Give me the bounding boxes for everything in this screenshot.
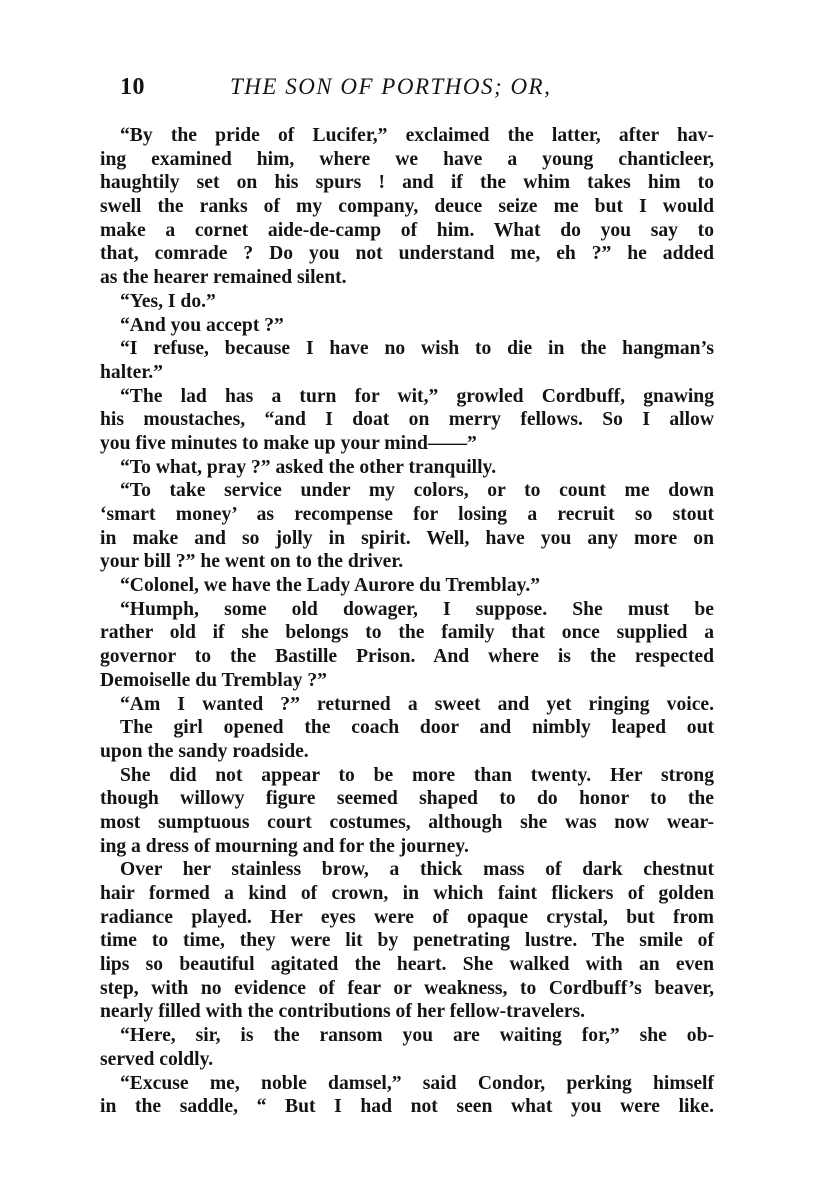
text-line: “Yes, I do.” [120,290,216,312]
text-line: ‘smart money’ as recompense for losing a recruit so stout [100,504,714,525]
page-number: 10 [120,74,145,100]
text-line: your bill ?” he went on to the driver. [100,551,404,573]
text-line: most sumptuous court costumes, although she was now wear- [100,811,714,833]
text-line: though willowy figure seemed shaped to do honor to the [100,788,714,810]
text-line: time to time, they were lit by penetrating lustre. The smile of [100,930,714,952]
text-line: “Here, sir, is the ransom you are waiting for,” she ob- [120,1025,714,1047]
text-line: “To what, pray ?” asked the other tranquilly. [120,456,497,478]
text-line: Over her stainless brow, a thick mass of dark chestnut [120,859,714,881]
text-line: “Humph, some old dowager, I suppose. She must be [120,598,714,620]
running-title: THE SON OF PORTHOS; OR, [230,74,552,99]
text-line: governor to the Bastille Prison. And where is the respected [100,646,714,668]
text-line: Demoiselle du Tremblay ?” [100,669,327,691]
text-line: “Excuse me, noble damsel,” said Condor, perking himself [120,1072,714,1094]
body-text [100,124,714,1119]
text-line: hair formed a kind of crown, in which faint flickers of golden [100,883,714,904]
text-line: you five minutes to make up your mind——” [100,432,477,454]
text-line: “By the pride of Lucifer,” exclaimed the latter, after hav- [120,125,714,146]
text-line: ing a dress of mourning and for the journey. [100,835,469,857]
text-line: radiance played. Her eyes were of opaque crystal, but from [100,906,714,928]
text-line: lips so beautiful agitated the heart. She walked with an even [100,954,714,976]
text-line: as the hearer remained silent. [100,267,347,289]
text-line: served coldly. [100,1048,214,1070]
text-line: upon the sandy roadside. [100,740,309,762]
text-line: “And you accept ?” [120,314,284,336]
text-line: The girl opened the coach door and nimbly leaped out [120,717,714,739]
text-line: “To take service under my colors, or to count me down [120,480,714,502]
text-line: rather old if she belongs to the family that once supplied a [100,622,714,644]
text-line: that, comrade ? Do you not understand me, eh ?” he added [100,243,714,265]
text-line: his moustaches, “and I doat on merry fellows. So I allow [100,409,714,431]
page-header [120,74,714,104]
text-line: in the saddle, “ But I had not seen what you were like. [100,1096,714,1118]
text-line: “Am I wanted ?” returned a sweet and yet ringing voice. [120,693,714,715]
text-line: She did not appear to be more than twenty. Her strong [120,764,714,786]
text-line: halter.” [100,361,163,383]
text-line: step, with no evidence of fear or weakness, to Cordbuff’s beaver, [100,977,714,999]
text-line: “I refuse, because I have no wish to die in the hangman’s [120,338,714,360]
text-line: nearly filled with the contributions of her fellow-travelers. [100,1001,586,1023]
text-line: “Colonel, we have the Lady Aurore du Tremblay.” [120,575,541,597]
text-line: ing examined him, where we have a young chanticleer, [100,148,714,170]
text-line: “The lad has a turn for wit,” growled Cordbuff, gnawing [120,385,714,407]
text-line: haughtily set on his spurs ! and if the whim takes him to [100,172,714,194]
text-line: in make and so jolly in spirit. Well, have you any more on [100,527,714,549]
text-line: make a cornet aide-de-camp of him. What do you say to [100,219,714,241]
text-line: swell the ranks of my company, deuce seize me but I would [100,196,714,218]
